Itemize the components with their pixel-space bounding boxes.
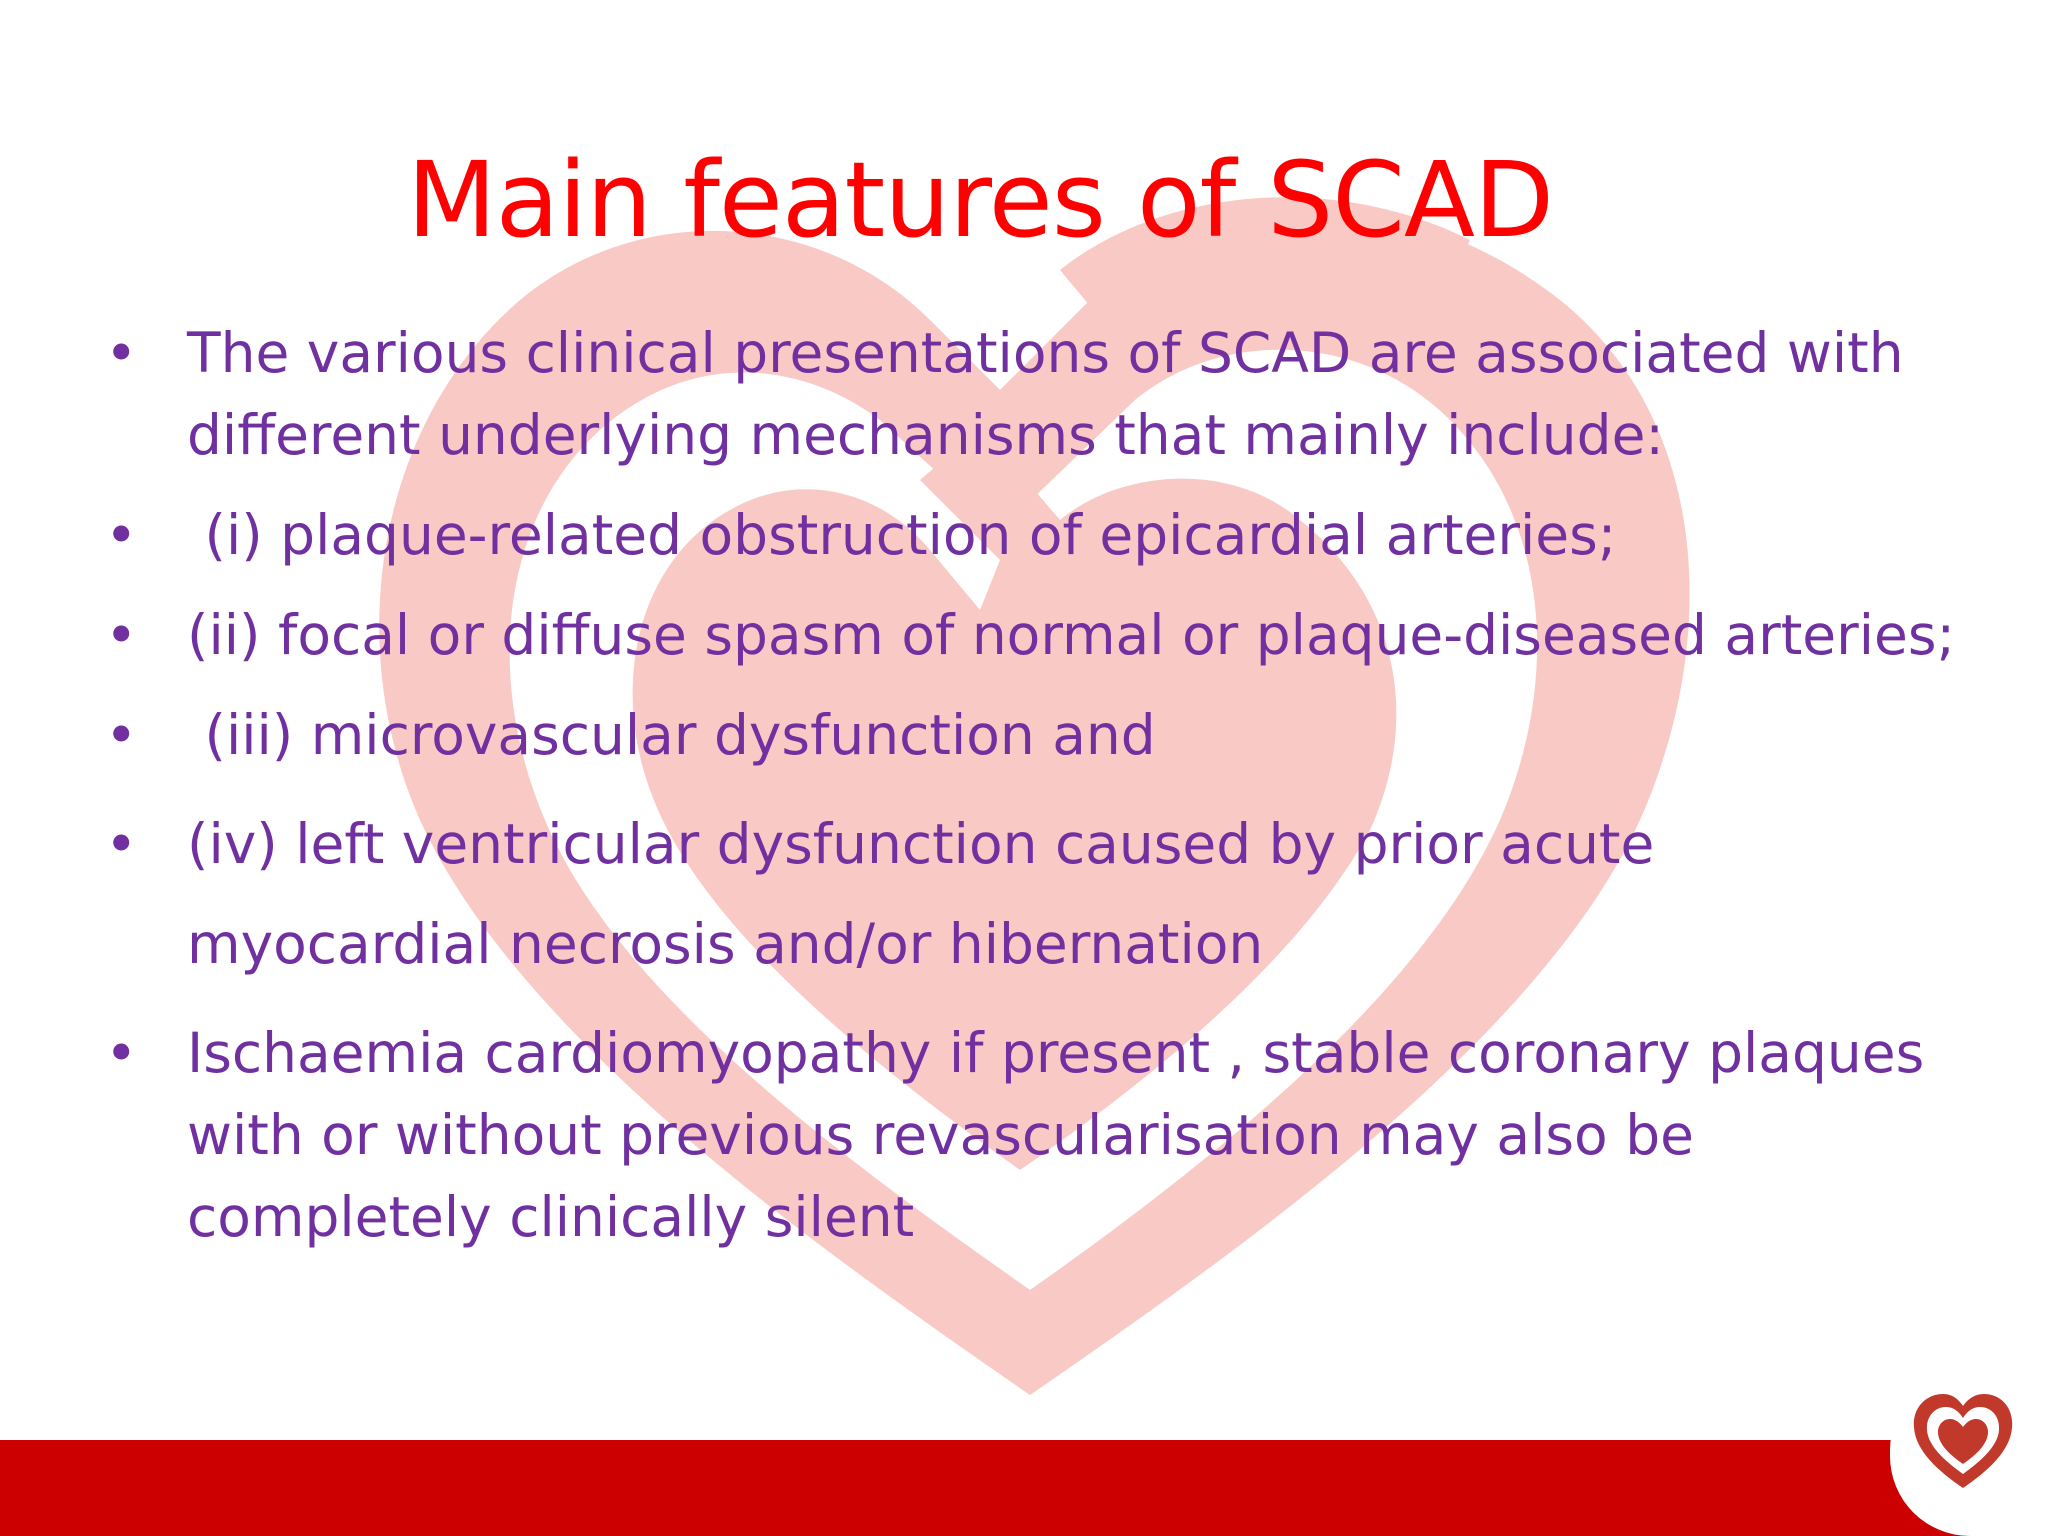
bullet-icon: •	[105, 812, 138, 876]
bullet-icon: •	[105, 503, 138, 567]
bullet-text: The various clinical presentations of SCAD are associated with different underlying mechanisms that mainly include:	[187, 321, 1904, 467]
bullet-item	[105, 312, 1965, 476]
bullet-list	[105, 312, 1965, 1276]
bullet-item	[105, 594, 1965, 676]
bullet-text: Ischaemia cardiomyopathy if present , stable coronary plaques with or without previous revascularisation may also be completely clinically silent	[187, 1021, 1925, 1249]
heart-logo-icon	[1908, 1386, 2018, 1496]
bullet-text: (iv) left ventricular dysfunction caused by prior acute myocardial necrosis and/or hibernation	[187, 812, 1655, 976]
bullet-item	[105, 794, 1965, 994]
bullet-text: (i) plaque-related obstruction of epicardial arteries;	[187, 503, 1617, 567]
bullet-icon: •	[105, 1021, 138, 1085]
slide-title: Main features of SCAD	[406, 139, 1554, 261]
bullet-text: (ii) focal or diffuse spasm of normal or plaque-diseased arteries;	[187, 603, 1956, 667]
footer-bar	[0, 1440, 2048, 1536]
bullet-item	[105, 1012, 1965, 1258]
bullet-icon: •	[105, 603, 138, 667]
bullet-item	[105, 694, 1965, 776]
bullet-icon: •	[105, 321, 138, 385]
bullet-text: (iii) microvascular dysfunction and	[187, 703, 1156, 767]
bullet-item	[105, 494, 1965, 576]
bullet-icon: •	[105, 703, 138, 767]
